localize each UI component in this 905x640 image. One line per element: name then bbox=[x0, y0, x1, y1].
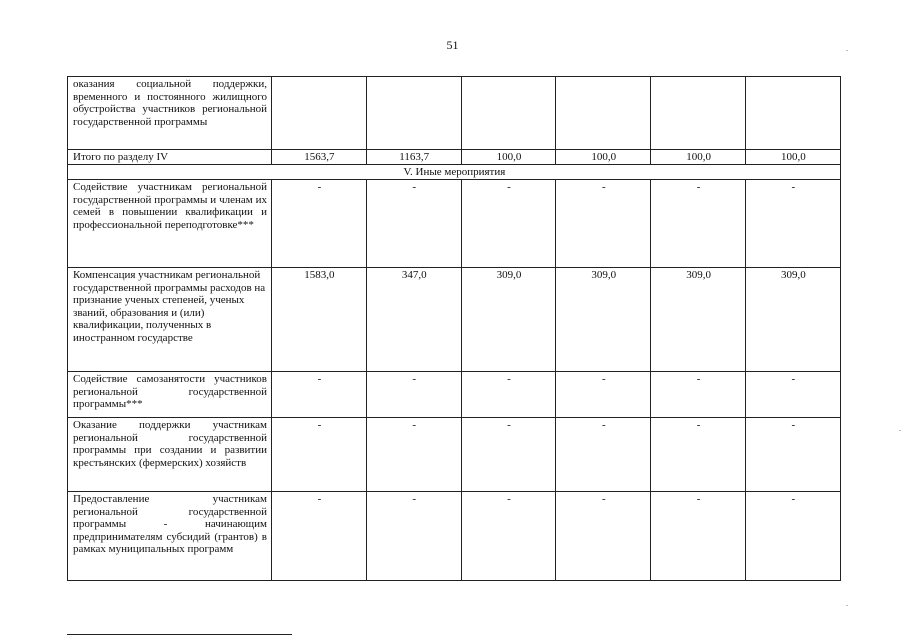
value-cell: - bbox=[745, 492, 840, 581]
budget-table bbox=[67, 76, 841, 581]
value-cell: - bbox=[651, 372, 746, 418]
value-cell: - bbox=[745, 418, 840, 492]
scan-speck bbox=[846, 50, 848, 51]
scan-speck bbox=[846, 605, 848, 606]
row-label: Предоставление участникам региональной государственной программы - начинающим предпринимателям субсидий (грантов) в рамках муниципальных программ bbox=[68, 492, 272, 581]
table-row bbox=[68, 180, 841, 268]
row-label: оказания социальной поддержки, временного и постоянного жилищного обустройства участников региональной государственной программы bbox=[68, 77, 272, 150]
value-cell bbox=[556, 77, 651, 150]
value-cell bbox=[272, 77, 367, 150]
table-row bbox=[68, 77, 841, 150]
value-cell: - bbox=[272, 492, 367, 581]
table-row bbox=[68, 372, 841, 418]
row-label: Содействие участникам региональной государственной программы и членам их семей в повышении квалификации и профессиональной переподготовке*** bbox=[68, 180, 272, 268]
value-cell bbox=[745, 77, 840, 150]
value-cell: 100,0 bbox=[745, 150, 840, 165]
value-cell: - bbox=[366, 492, 461, 581]
value-cell: - bbox=[461, 180, 556, 268]
value-cell: 309,0 bbox=[745, 268, 840, 372]
value-cell: - bbox=[366, 180, 461, 268]
row-label: Итого по разделу IV bbox=[68, 150, 272, 165]
value-cell: - bbox=[651, 418, 746, 492]
value-cell: 100,0 bbox=[556, 150, 651, 165]
value-cell: 309,0 bbox=[556, 268, 651, 372]
value-cell: 347,0 bbox=[366, 268, 461, 372]
value-cell: - bbox=[461, 372, 556, 418]
row-label: Оказание поддержки участникам региональной государственной программы при создании и развитии крестьянских (фермерских) хозяйств bbox=[68, 418, 272, 492]
value-cell: - bbox=[461, 418, 556, 492]
scan-speck bbox=[899, 430, 901, 431]
value-cell: 309,0 bbox=[461, 268, 556, 372]
value-cell bbox=[651, 77, 746, 150]
value-cell: - bbox=[745, 180, 840, 268]
value-cell: - bbox=[556, 180, 651, 268]
value-cell: - bbox=[366, 418, 461, 492]
value-cell: - bbox=[745, 372, 840, 418]
value-cell: - bbox=[461, 492, 556, 581]
value-cell: - bbox=[366, 372, 461, 418]
value-cell: - bbox=[651, 492, 746, 581]
section-row bbox=[68, 165, 841, 180]
value-cell: - bbox=[272, 418, 367, 492]
value-cell bbox=[461, 77, 556, 150]
table-row-total bbox=[68, 150, 841, 165]
value-cell: 1583,0 bbox=[272, 268, 367, 372]
section-heading: V. Иные мероприятия bbox=[68, 165, 841, 180]
value-cell: - bbox=[651, 180, 746, 268]
value-cell: - bbox=[556, 492, 651, 581]
value-cell: 1163,7 bbox=[366, 150, 461, 165]
value-cell: - bbox=[556, 372, 651, 418]
table-row bbox=[68, 418, 841, 492]
value-cell bbox=[366, 77, 461, 150]
table-row bbox=[68, 268, 841, 372]
page-number: 51 bbox=[446, 38, 459, 52]
value-cell: - bbox=[272, 372, 367, 418]
value-cell: 1563,7 bbox=[272, 150, 367, 165]
value-cell: - bbox=[556, 418, 651, 492]
footnote-separator bbox=[67, 634, 292, 635]
row-label: Компенсация участникам региональной государственной программы расходов на признание ученых степеней, ученых званий, образования и (или) квалификации, полученных в иностранном государстве bbox=[68, 268, 272, 372]
value-cell: 100,0 bbox=[651, 150, 746, 165]
value-cell: 100,0 bbox=[461, 150, 556, 165]
value-cell: - bbox=[272, 180, 367, 268]
row-label: Содействие самозанятости участников региональной государственной программы*** bbox=[68, 372, 272, 418]
table-row bbox=[68, 492, 841, 581]
value-cell: 309,0 bbox=[651, 268, 746, 372]
